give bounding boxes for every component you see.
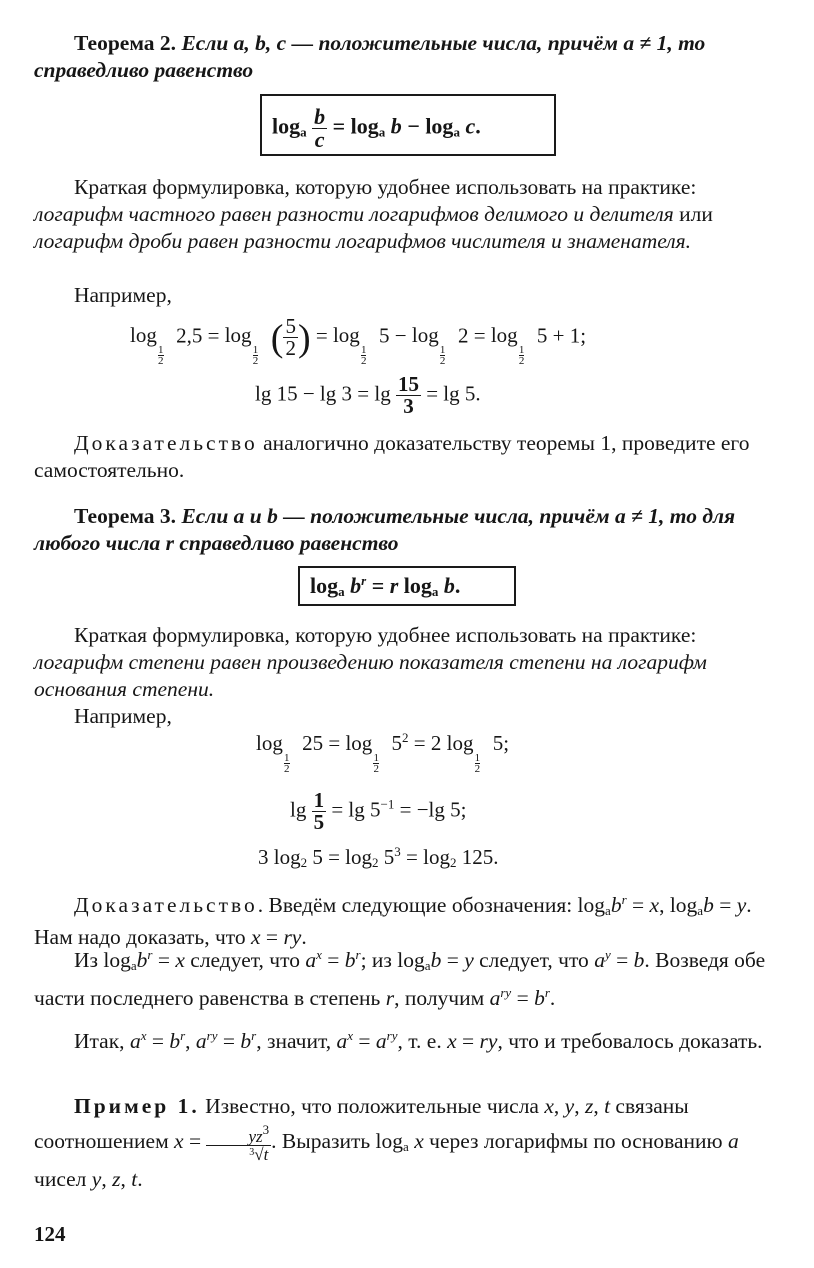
proof-1: Доказательство аналогично доказательству теоремы 1, проведите его самостоятельно. bbox=[34, 431, 750, 482]
example-1-line-2: lg 15 − lg 3 = lg $\frac{15}{3}$ = lg 5. bbox=[255, 372, 481, 418]
proof-2-step: Из $\log_ab^r = x$ следует, что $a^x = b^r$; из $\log_ab = y$ следует, что $a^y = b$. Возведя обе части последнего равенства в степень r, получим $a^{ry} = b^r$. bbox=[34, 947, 766, 1010]
page-number: 124 bbox=[34, 1222, 66, 1246]
example-problem: Пример 1. Известно, что положительные числа x, y, z, t связаны соотношением x = $\frac{yz^3}{^3√t}$ . Выразить $\log_a x$ через логарифмы по основанию a чисел y, z, t. bbox=[34, 1094, 739, 1191]
example-problem-label: Пример 1. bbox=[74, 1094, 200, 1118]
theorem-2 bbox=[34, 30, 780, 84]
proof-2-conclusion: Итак, $a^x = b^r$, $a^{ry} = b^r$, значит, $a^x = a^{ry}$, т. е. x = ry, что и требовалось доказать. bbox=[74, 1028, 763, 1053]
proof-1-word: Доказательство bbox=[74, 431, 258, 455]
theorem-2-label: Теорема 2. bbox=[74, 31, 177, 55]
example-label-1: Например, bbox=[74, 283, 172, 307]
example-label-2: Например, bbox=[74, 704, 172, 728]
example-2-line-2: lg $\frac{1}{5}$ = $\lg 5^{-1} = -\lg$ 5; bbox=[290, 788, 467, 834]
paragraph-2: Краткая формулировка, которую удобнее использовать на практике: логарифм степени равен произведению показателя степени на логарифм основания степени. bbox=[34, 623, 707, 701]
theorem-3-label: Теорема 3. bbox=[74, 504, 177, 528]
theorem-3 bbox=[34, 503, 780, 557]
theorem-2-text: Если a, b, c — положительные числа, причём a ≠ 1, то справедливо равенство bbox=[34, 31, 706, 82]
theorem-2-formula: $\log_a$ $\frac{b}{c}$ = $\log_a b - \log_a c$. bbox=[272, 104, 481, 152]
theorem-3-text: Если a и b — положительные числа, причём a ≠ 1, то для любого числа r справедливо равенство bbox=[34, 504, 736, 555]
proof-2-word: Доказательство bbox=[74, 893, 258, 917]
example-2-line-3: 3 $\log_2 5 = \log_2 5^3 = \log_2 125$. bbox=[258, 844, 499, 870]
example-2-line-1: log 1 2 25 = log 1 2 $5^2 = 2$ log 1 2 5; bbox=[256, 730, 510, 775]
theorem-3-formula: $\log_a b^r = r$ $\log_a b$. bbox=[310, 573, 461, 599]
proof-2: Доказательство. Введём следующие обозначения: $\log_ab^r = x$, $\log_ab = y$. Нам надо доказать, что x = ry. bbox=[34, 892, 752, 949]
paragraph-1: Краткая формулировка, которую удобнее использовать на практике: логарифм частного равен разности логарифмов делимого и делителя или логарифм дроби равен разности логарифмов числителя и знаменателя. bbox=[34, 175, 713, 253]
example-1-line-1: log 1 2 2,5 = log 1 2 ( $\frac{5}{2}$ ) = log 1 2 5 − log 1 2 2 = log 1 2 5 + 1; bbox=[130, 314, 587, 368]
